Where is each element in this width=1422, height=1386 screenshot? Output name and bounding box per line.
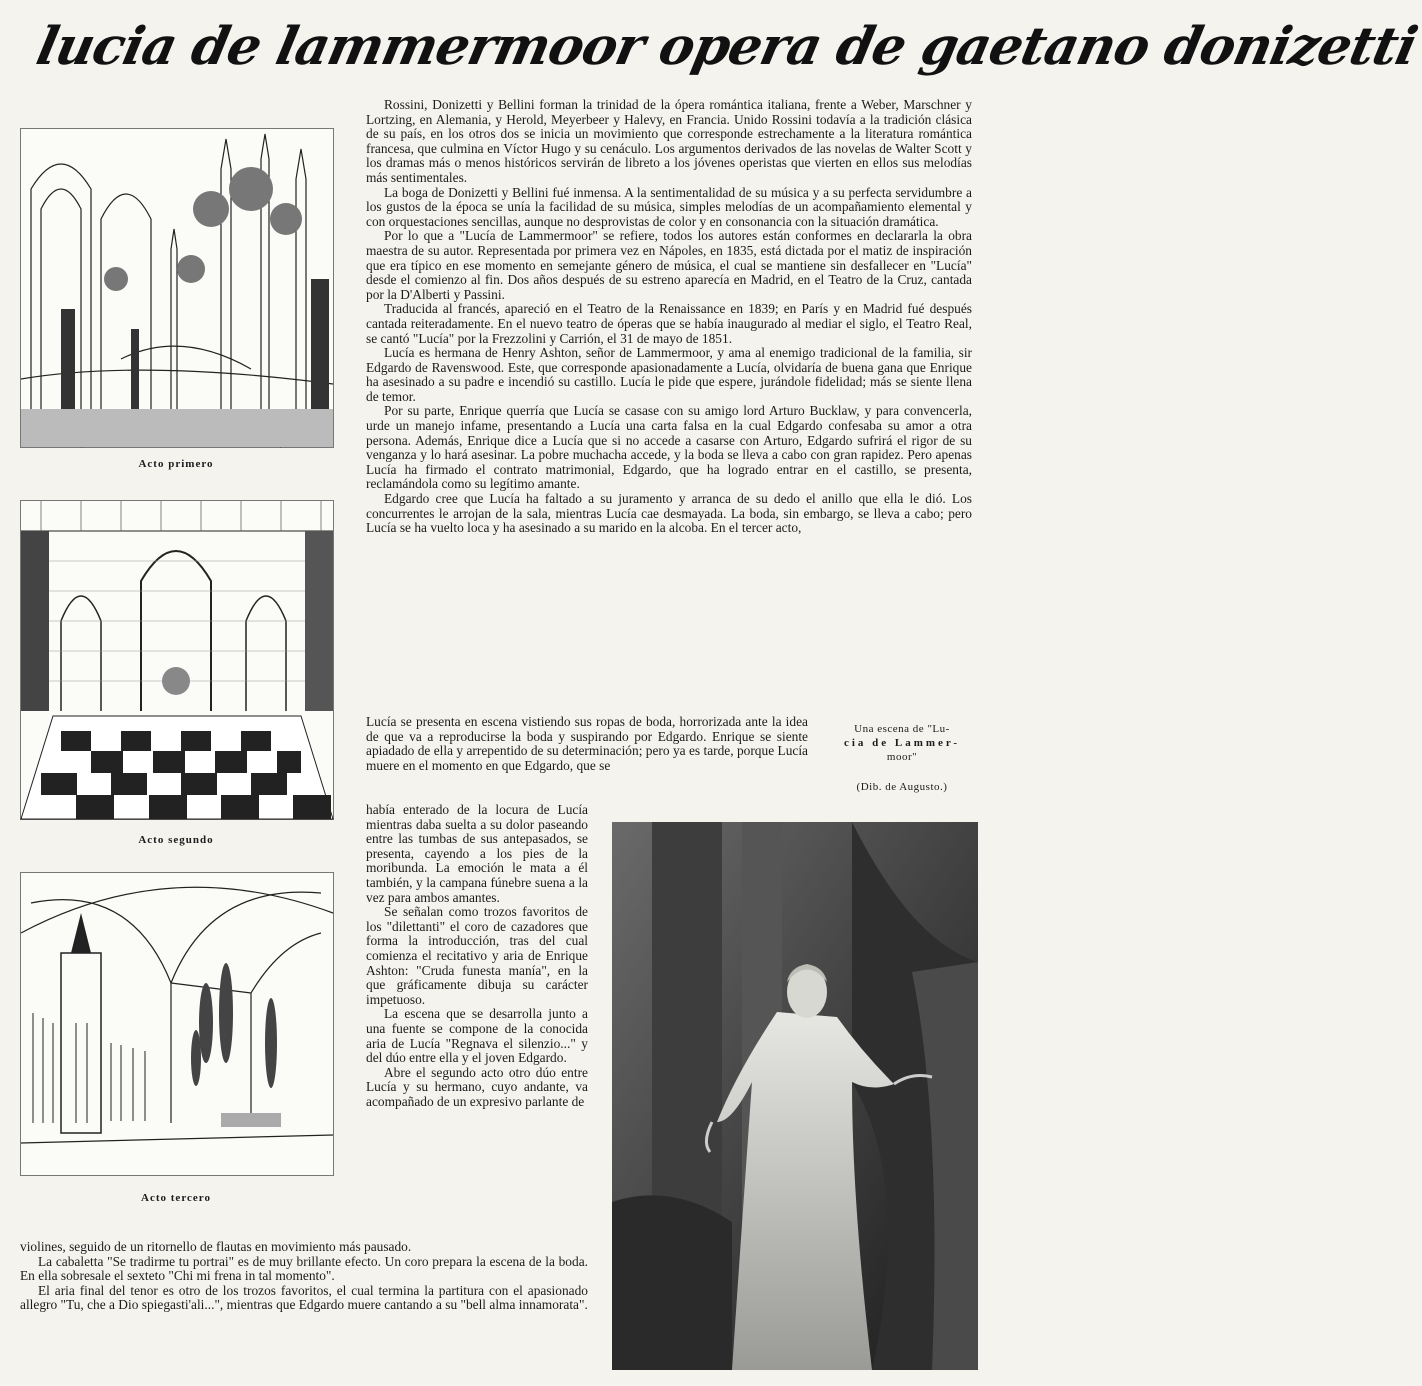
paragraph: violines, seguido de un ritornello de flautas en movimiento más pausado. — [20, 1239, 412, 1254]
page-title: lucia de lammermoor opera de gaetano donizetti — [31, 16, 1422, 77]
act2-caption: Acto segundo — [138, 834, 214, 846]
act1-caption: Acto primero — [138, 458, 214, 470]
lucia-figure-image — [612, 822, 978, 1370]
act2-illustration — [20, 500, 334, 820]
act3-illustration — [20, 872, 334, 1176]
paragraph: Lucía es hermana de Henry Ashton, señor de Lammermoor, y ama al enemigo tradicional de la familia, sir Edgardo de Ravenswood. Este, que corresponde apasionadamente a Lucía, olvidaría de buena gana que Enrique ha asesinado a su padre e incendió su castillo. Lucía le pide que espere, jurándole fidelidad; más se siente llena de temor. — [366, 345, 972, 404]
castle-hall-drawing — [21, 501, 333, 819]
paragraph: Se señalan como trozos favoritos de los "dilettanti" el coro de cazadores que forma la introducción, tras del cual comienza el recitativo y aria de Enrique Ashton: "Cruda funesta manía", en la que gráficamente dibuja su carácter impetuoso. — [366, 904, 588, 1007]
article-body-middle — [366, 715, 808, 773]
paragraph: había enterado de la locura de Lucía mientras daba suelta a su dolor paseando entre las tumbas de sus antepasados, se presenta, cayendo a los pies de la moribunda. La emoción le mata a él también, y la campana fúnebre suena a la vez para ambos amantes. — [366, 802, 588, 905]
article-body-top — [366, 98, 972, 536]
paragraph: Edgardo cree que Lucía ha faltado a su juramento y arranca de su dedo el anillo que ella le dió. Los concurrentes le arrojan de la sala, mientras Lucía cae desmayada. La boda, sin embargo, se lleva a cabo; pero Lucía se ha vuelto loca y ha asesinado a su marido en la alcoba. En el tercer acto, — [366, 491, 972, 536]
paragraph: Traducida al francés, apareció en el Teatro de la Renaissance en 1839; en París y en Madrid fué después cantada reiteradamente. En el nuevo teatro de óperas que se había inaugurado al mediar el siglo, el Teatro Real, se cantó "Lucía" por la Frezzolini y Carrión, el 31 de mayo de 1851. — [366, 301, 972, 346]
forest-scene-drawing — [21, 129, 333, 447]
paragraph: Lucía se presenta en escena vistiendo sus ropas de boda, horrorizada ante la idea de que va a reproducirse la boda y suspirando por Edgardo. Enrique se siente apiadado de ella y arrepentido de su determinación; pero ya es tarde, porque Lucía muere en el momento en que Edgardo, que se — [366, 714, 808, 773]
photo-caption — [826, 722, 978, 794]
photo-caption-line: Una escena de "Lu- — [854, 723, 950, 735]
paragraph: La escena que se desarrolla junto a una fuente se compone de la conocida aria de Lucía "Regnava el silenzio..." y del dúo entre ella y el joven Edgardo. — [366, 1006, 588, 1066]
lucia-scene-painting — [612, 822, 978, 1370]
paragraph: Por lo que a "Lucía de Lammermoor" se refiere, todos los autores están conformes en declararla la obra maestra de su autor. Representada por primera vez en Nápoles, en 1835, está dictada por el matiz de inspiración que era típico en ese momento en semejante género de música, el cual se mantiene sin desfallecer en "Lucía" desde el comienzo al fin. Dos años después de su estreno aparecía en Madrid, en el Teatro de la Cruz, cantada por la D'Alberti y Passini. — [366, 228, 972, 302]
photo-credit: (Dib. de Augusto.) — [856, 781, 948, 793]
article-body-bottom — [20, 1240, 588, 1313]
act1-illustration — [20, 128, 334, 448]
photo-caption-line: moor" — [886, 751, 918, 763]
paragraph: Por su parte, Enrique querría que Lucía se casase con su amigo lord Arturo Bucklaw, y para convencerla, urde un manejo infame, presentando a Lucía una carta falsa en la cual Edgardo confesaba su amor a otra persona. Además, Enrique dice a Lucía que si no accede a casarse con Arturo, Edgardo sufrirá el rigor de su venganza y lo hará asesinar. La pobre muchacha accede, y la boda se lleva a cabo con gran rapidez. Pero apenas Lucía ha firmado el contrato matrimonial, Edgardo, que ha logrado entrar en el castillo, se presenta, reclamándola como su legítimo amante. — [366, 403, 972, 492]
paragraph: Abre el segundo acto otro dúo entre Lucía y su hermano, cuyo andante, va acompañado de un expresivo parlante de — [366, 1064, 588, 1109]
paragraph: La cabaletta "Se tradirme tu portrai" es de muy brillante efecto. Un coro prepara la escena de la boda. En ella sobresale el sexteto "Chi mi frena in tal momento". — [20, 1253, 588, 1284]
act3-caption: Acto tercero — [141, 1192, 211, 1204]
photo-caption-line: cia de Lammer- — [843, 737, 961, 749]
paragraph: Rossini, Donizetti y Bellini forman la trinidad de la ópera romántica italiana, frente a Weber, Marschner y Lortzing, en Alemania, y Herold, Meyerbeer y Halevy, en Francia. Unido Rossini todavía a la tradición clásica de su país, en los otros dos se inicia un movimiento que corresponde estrechamente a la literatura romántica francesa, que culmina en Víctor Hugo y su cenáculo. Los argumentos derivados de las novelas de Walter Scott y los dramas más o menos históricos servirán de libreto a los jóvenes operistas que vierten en ellos sus melodías más sentimentales. — [366, 97, 972, 185]
paragraph: El aria final del tenor es otro de los trozos favoritos, el cual termina la partitura con el apasionado allegro "Tu, che a Dio spiegasti'ali...", mientras que Edgardo muere cantando a su "bell alma innamorata". — [20, 1282, 588, 1313]
paragraph: La boga de Donizetti y Bellini fué inmensa. A la sentimentalidad de su música y a su perfecta servidumbre a los gustos de la época se unía la facilidad de su música, simples melodías de un acompañamiento elemental y con orquestaciones sencillas, aunque no desprovistas de color y en consonancia con la situación dramática. — [366, 184, 972, 229]
article-body-narrow — [366, 803, 588, 1109]
cloister-drawing — [21, 873, 333, 1175]
